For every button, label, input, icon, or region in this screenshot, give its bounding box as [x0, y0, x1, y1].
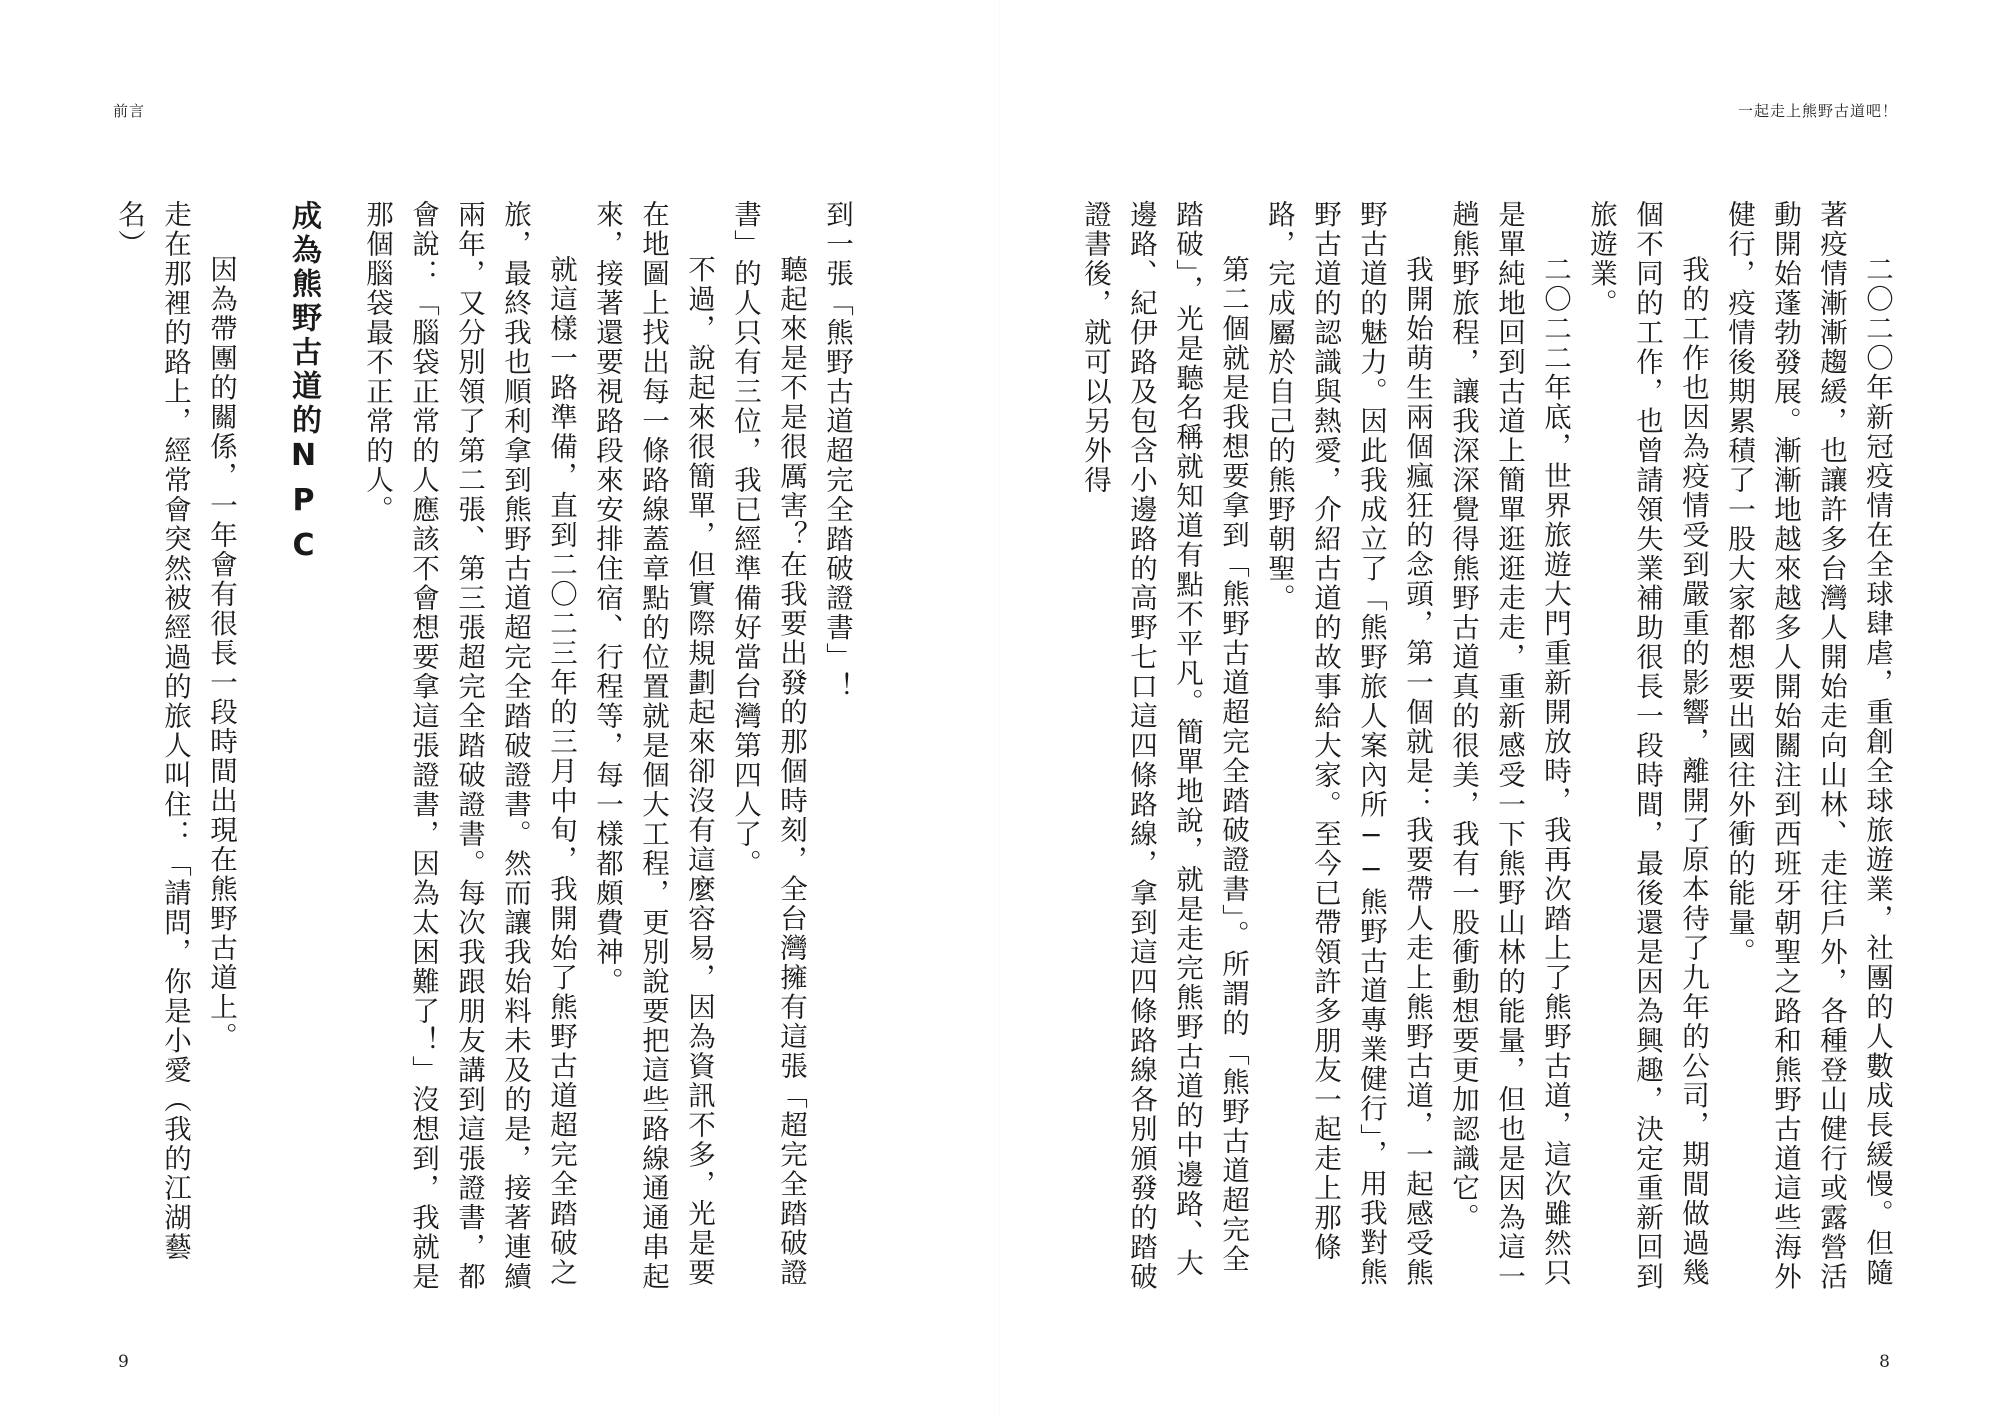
paragraph: 二〇二二年底，世界旅遊大門重新開放時，我再次踏上了熊野古道，這次雖然只是單純地回到古道上簡單逛逛走走，重新感受一下熊野山林的能量，但也是因為這一趟熊野旅程，讓我深深覺得熊野古道真的很美，我有一股衝動想要更加認識它。: [1447, 200, 1571, 1292]
paragraph: 聽起來是不是很厲害？在我要出發的那個時刻，全台灣擁有這張「超完全踏破證書」的人只有三位，我已經準備好當台灣第四人了。: [729, 200, 807, 1288]
paragraph: 我的工作也因為疫情受到嚴重的影響，離開了原本待了九年的公司，期間做過幾個不同的工作，也曾請領失業補助很長一段時間，最後還是因為興趣，決定重新回到旅遊業。: [1585, 200, 1709, 1292]
right-page-body: [1079, 200, 1900, 1300]
paragraph: 不過，說起來很簡單，但實際規劃起來卻沒有這麼容易，因為資訊不多，光是要在地圖上找出每一條路線蓋章點的位置就是個大工程，更別說要把這些路線通通串起來，接著還要視路段來安排住宿、行程等，每一樣都頗費神。: [591, 200, 715, 1292]
section-heading: [280, 200, 326, 1300]
section-heading-text: 成為熊野古道的: [286, 200, 321, 438]
paragraph: 第二個就是我想要拿到「熊野古道超完全踏破證書」。所謂的「熊野古道超完全踏破」，光是聽名稱就知道有點不平凡。簡單地說，就是走完熊野古道的中邊路、大邊路、紀伊路及包含小邊路的高野七口這四條路線，拿到這四條路線各別頒發的踏破證書後，就可以另外得: [1079, 200, 1249, 1292]
running-header-right: 一起走上熊野古道吧！: [1737, 102, 1898, 120]
paragraph: 我開始萌生兩個瘋狂的念頭，第一個就是：我要帶人走上熊野古道，一起感受熊野古道的魅力。因此我成立了「熊野旅人案內所──熊野古道專業健行」，用我對熊野古道的認識與熱愛，介紹古道的故事給大家。至今已帶領許多朋友一起走上那條路，完成屬於自己的熊野朝聖。: [1263, 200, 1433, 1288]
section-heading-latin: NPC: [286, 438, 321, 573]
paragraph-continues: 走在那裡的路上，經常會突然被經過的旅人叫住：「請問，你是小愛（我的江湖藝名）: [113, 200, 191, 1262]
book-gutter: [999, 0, 1001, 1416]
page-number-left: 9: [118, 1352, 129, 1372]
paragraph: 就這樣一路準備，直到二〇二三年的三月中旬，我開始了熊野古道超完全踏破之旅，最終我也順利拿到熊野古道超完全踏破證書。然而讓我始料未及的是，接著連續兩年，又分別領了第二張、第三張超完全踏破證書。每次我跟朋友講到這張證書，都會說：「腦袋正常的人應該不會想要拿這張證書，因為太困難了！」沒想到，我就是那個腦袋最不正常的人。: [361, 200, 577, 1292]
paragraph: 因為帶團的關係，一年會有很長一段時間出現在熊野古道上。: [205, 255, 237, 1052]
paragraph: 二〇二〇年新冠疫情在全球肆虐，重創全球旅遊業，社團的人數成長緩慢。但隨著疫情漸漸趨緩，也讓許多台灣人開始走向山林、走往戶外，各種登山健行或露營活動開始蓬勃發展。漸漸地越來越多人開始關注到西班牙朝聖之路和熊野古道這些海外健行，疫情後期累積了一股大家都想要出國往外衝的能量。: [1723, 200, 1893, 1292]
page-number-right: 8: [1879, 1352, 1890, 1372]
paragraph-continued: 到一張「熊野古道超完全踏破證書」！: [821, 200, 853, 702]
left-page-body: [100, 200, 860, 1300]
running-header-left: 前言: [113, 102, 146, 120]
